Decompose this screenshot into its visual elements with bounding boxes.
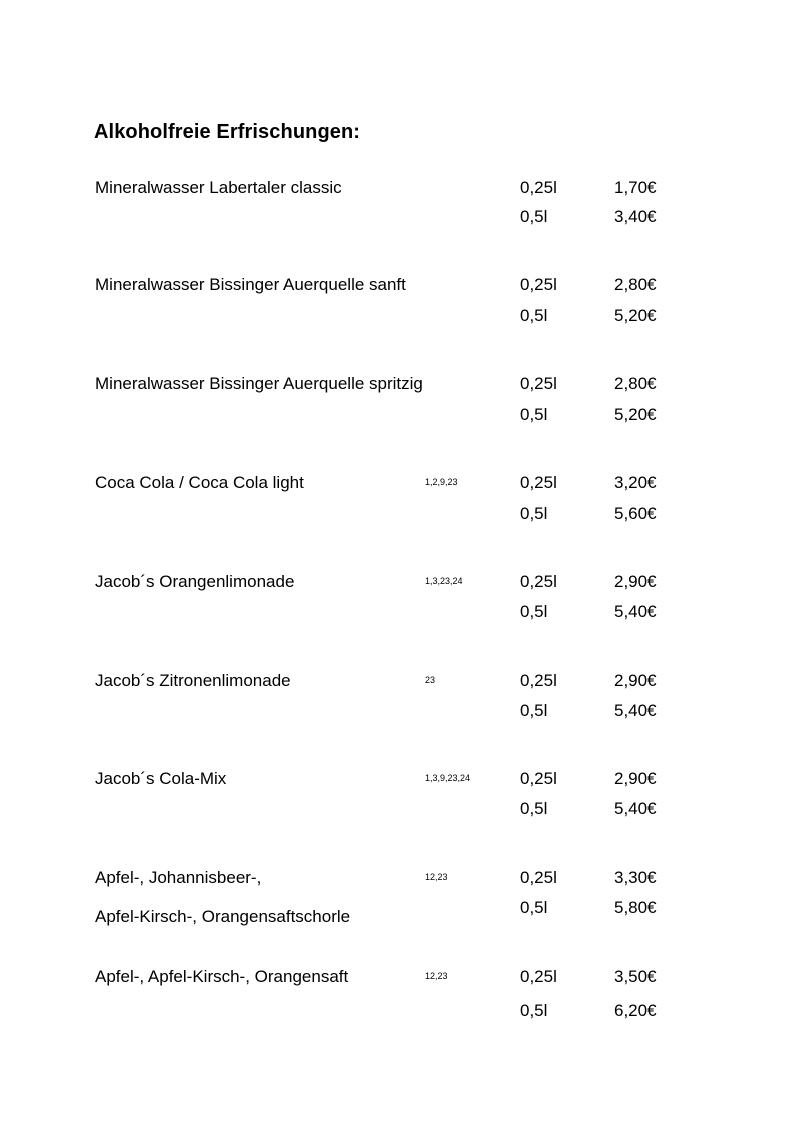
item-price: 5,40€ [614, 799, 657, 818]
item-price: 2,90€ [614, 671, 657, 690]
item-price: 1,70€ [614, 178, 657, 197]
item-size: 0,5l [520, 898, 548, 917]
item-size: 0,5l [520, 504, 548, 523]
item-price: 3,20€ [614, 473, 657, 492]
item-size: 0,5l [520, 602, 548, 621]
item-price: 2,80€ [614, 374, 657, 393]
item-size: 0,5l [520, 799, 548, 818]
item-price: 5,20€ [614, 405, 657, 424]
item-size: 0,5l [520, 207, 548, 226]
item-price: 5,80€ [614, 898, 657, 917]
item-price: 5,60€ [614, 504, 657, 523]
item-size: 0,25l [520, 769, 557, 788]
item-size: 0,5l [520, 701, 548, 720]
item-name-continued: Apfel-Kirsch-, Orangensaftschorle [95, 907, 351, 926]
item-size: 0,25l [520, 374, 557, 393]
additives-note: 1,2,9,23 [425, 477, 458, 487]
item-price: 3,30€ [614, 868, 657, 887]
item-price: 5,40€ [614, 602, 657, 621]
additives-note: 12,23 [425, 971, 448, 981]
item-name: Jacob´s Cola-Mix [95, 769, 227, 788]
item-price: 2,90€ [614, 572, 657, 591]
item-size: 0,25l [520, 275, 557, 294]
item-size: 0,25l [520, 473, 557, 492]
item-name: Jacob´s Zitronenlimonade [95, 671, 291, 690]
additives-note: 12,23 [425, 872, 448, 882]
item-price: 5,20€ [614, 306, 657, 325]
additives-note: 1,3,9,23,24 [425, 773, 471, 783]
item-size: 0,5l [520, 1001, 548, 1020]
item-size: 0,25l [520, 671, 557, 690]
item-price: 6,20€ [614, 1001, 657, 1020]
item-price: 3,40€ [614, 207, 657, 226]
page-title: Alkoholfreie Erfrischungen: [94, 121, 361, 143]
item-name: Mineralwasser Bissinger Auerquelle sanft [95, 275, 406, 294]
item-price: 5,40€ [614, 701, 657, 720]
item-size: 0,25l [520, 178, 557, 197]
item-name: Apfel-, Johannisbeer-, [95, 868, 262, 887]
item-size: 0,25l [520, 572, 557, 591]
additives-note: 23 [425, 675, 436, 685]
item-price: 2,90€ [614, 769, 657, 788]
item-name: Mineralwasser Labertaler classic [95, 178, 342, 197]
item-name: Jacob´s Orangenlimonade [95, 572, 295, 591]
item-size: 0,5l [520, 306, 548, 325]
item-name: Apfel-, Apfel-Kirsch-, Orangensaft [95, 967, 349, 986]
additives-note: 1,3,23,24 [425, 576, 463, 586]
item-size: 0,25l [520, 967, 557, 986]
item-name: Coca Cola / Coca Cola light [95, 473, 304, 492]
item-price: 2,80€ [614, 275, 657, 294]
item-name: Mineralwasser Bissinger Auerquelle spritzig [95, 374, 423, 393]
item-size: 0,5l [520, 405, 548, 424]
item-price: 3,50€ [614, 967, 657, 986]
item-size: 0,25l [520, 868, 557, 887]
